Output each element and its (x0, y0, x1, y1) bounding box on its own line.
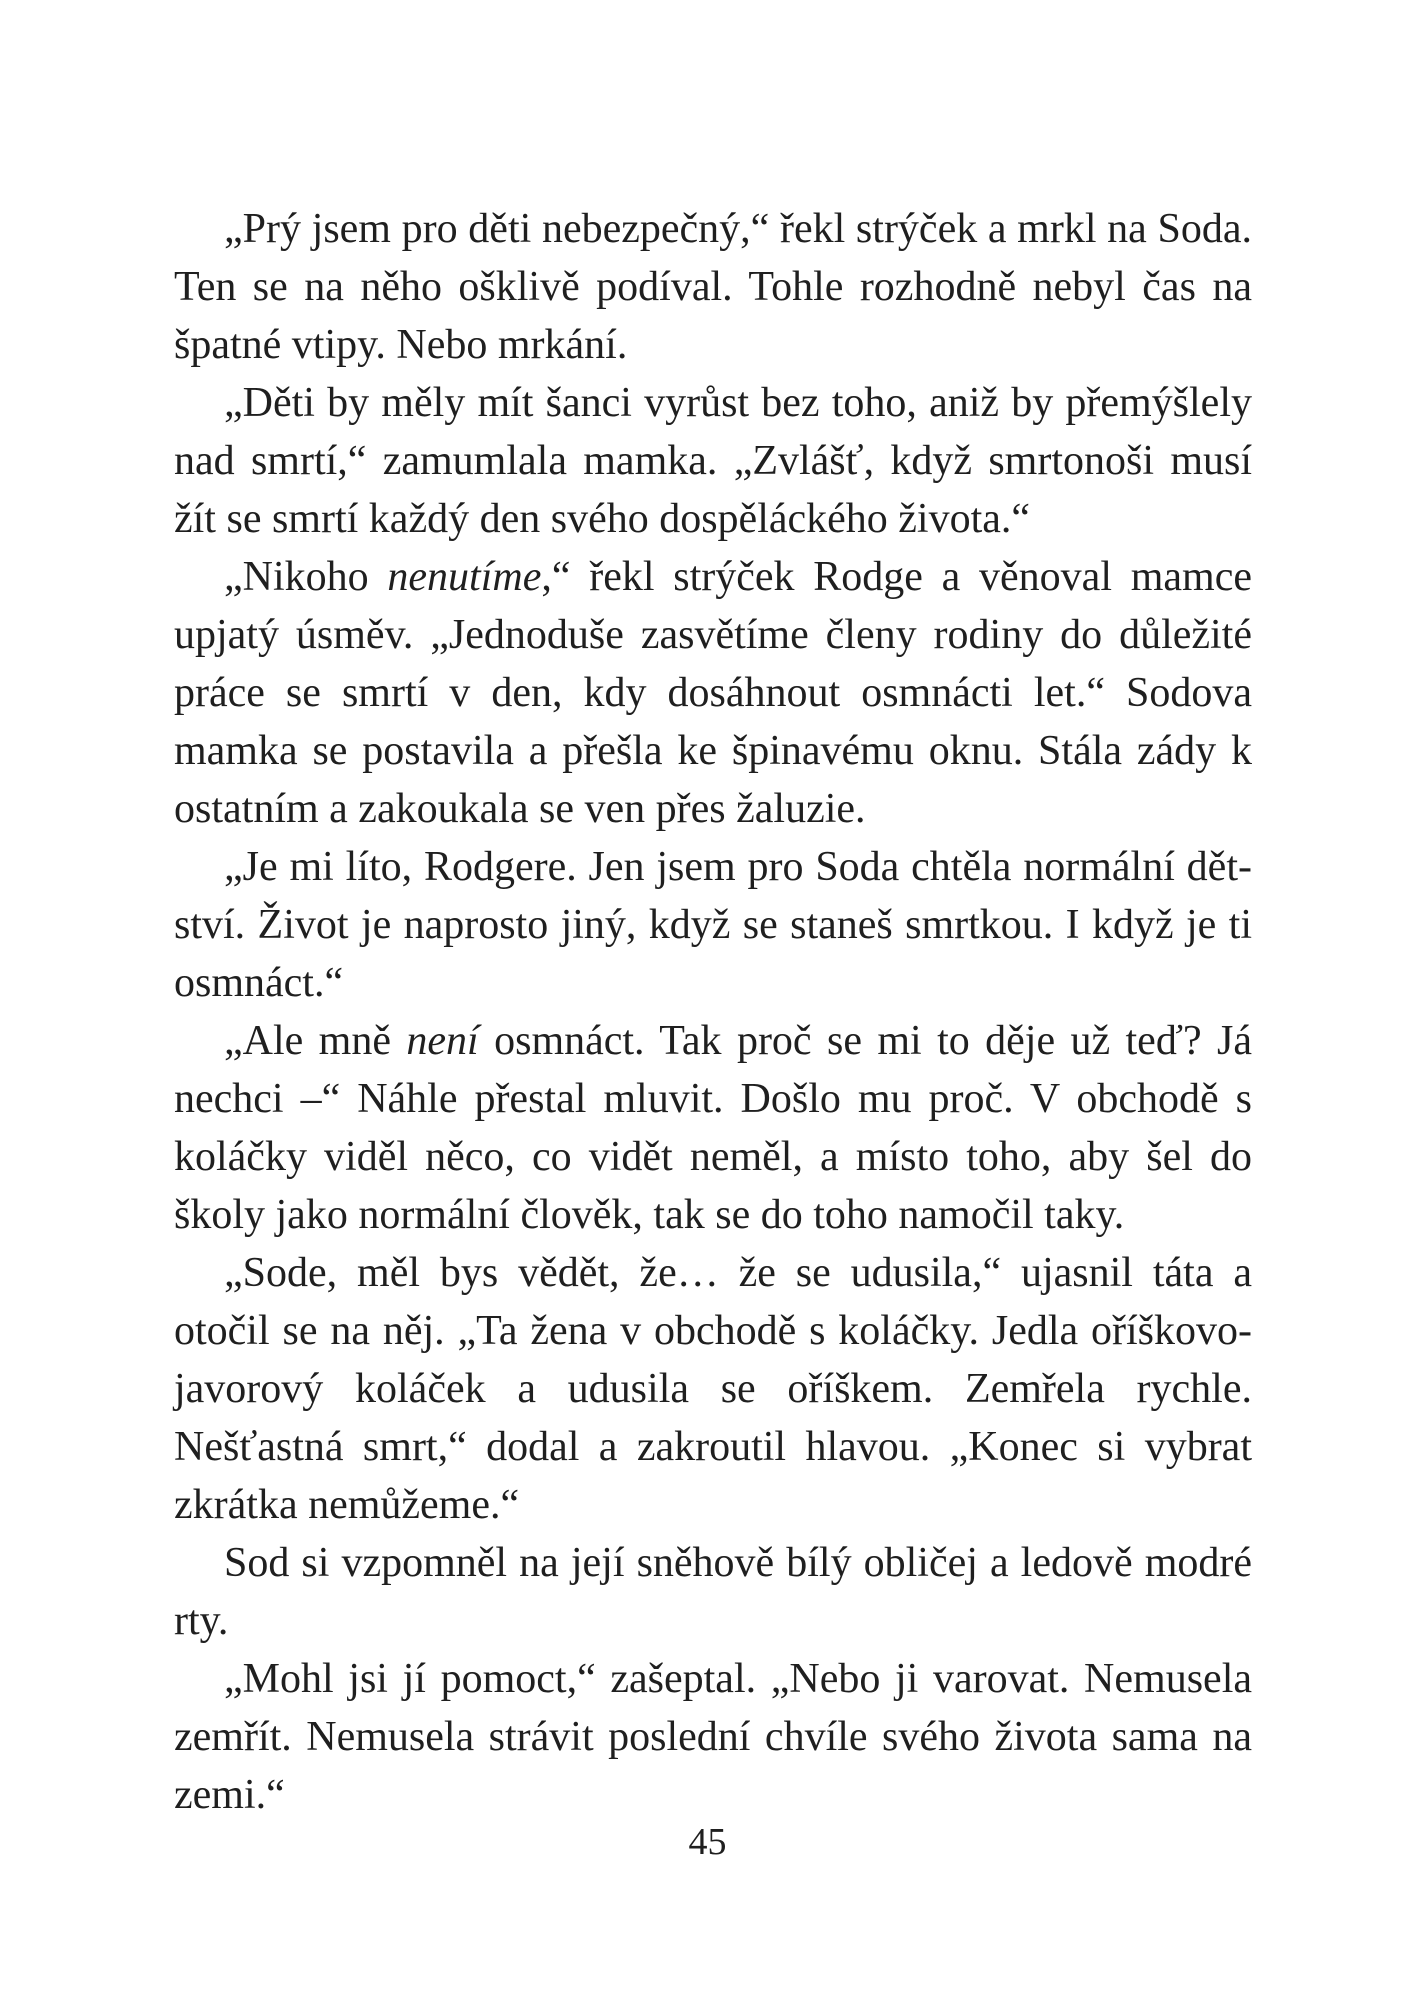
paragraph (174, 1534, 1252, 1650)
text-run: „Ale mně (224, 1018, 407, 1064)
paragraph (174, 200, 1252, 374)
text-run: „Je mi líto, Rodgere. Jen jsem pro Soda chtěla normální dětství. Život je naprosto jiný, když se staneš smrtkou. I když je ti osmnáct.“ (174, 844, 1252, 1006)
paragraph (174, 374, 1252, 548)
paragraph (174, 838, 1252, 1012)
text-run: „Nikoho (224, 554, 388, 600)
italic-text: není (406, 1018, 479, 1064)
text-run: osmnáct. Tak proč se mi to děje už teď? Já nechci –“ Náhle přestal mluvit. Došlo mu proč. V obchodě s koláčky viděl něco, co vidět neměl, a místo toho, aby šel do školy jako normální člověk, tak se do toho namočil taky. (174, 1018, 1252, 1238)
body-text (174, 200, 1252, 1824)
text-run: „Mohl jsi jí pomoct,“ zašeptal. „Nebo ji varovat. Nemusela zemřít. Nemusela strávit poslední chvíle svého života sama na zemi.“ (174, 1656, 1252, 1818)
page-number: 45 (688, 1821, 727, 1863)
text-run: ,“ řekl strýček Rodge a věnoval mamce upjatý úsměv. „Jednoduše zasvětíme členy rodiny do důležité práce se smrtí v den, kdy dosáhnout osmnácti let.“ Sodova mamka se postavila a přešla ke špinavému oknu. Stála zády k ostatním a zakoukala se ven přes žaluzie. (174, 554, 1252, 832)
text-run: „Prý jsem pro děti nebezpečný,“ řekl strýček a mrkl na Soda. Ten se na něho ošklivě podíval. Tohle rozhodně nebyl čas na špatné vtipy. Nebo mrkání. (174, 206, 1252, 368)
italic-text: nenutíme (387, 554, 542, 600)
paragraph (174, 1244, 1252, 1534)
paragraph (174, 1012, 1252, 1244)
paragraph (174, 1650, 1252, 1824)
paragraph (174, 548, 1252, 838)
text-run: „Sode, měl bys vědět, že… že se udusila,“ ujasnil táta a otočil se na něj. „Ta žena v obchodě s koláčky. Jedla oříškovo-javorový koláček a udusila se oříškem. Zemřela rychle. Nešťastná smrt,“ dodal a zakroutil hlavou. „Konec si vybrat zkrátka nemůžeme.“ (174, 1250, 1252, 1528)
text-run: Sod si vzpomněl na její sněhově bílý obličej a ledově modré rty. (174, 1540, 1252, 1644)
text-run: „Děti by měly mít šanci vyrůst bez toho, aniž by přemýšlely nad smrtí,“ zamumlala mamka. „Zvlášť, když smrtonoši musí žít se smrtí každý den svého dospěláckého života.“ (174, 380, 1252, 542)
